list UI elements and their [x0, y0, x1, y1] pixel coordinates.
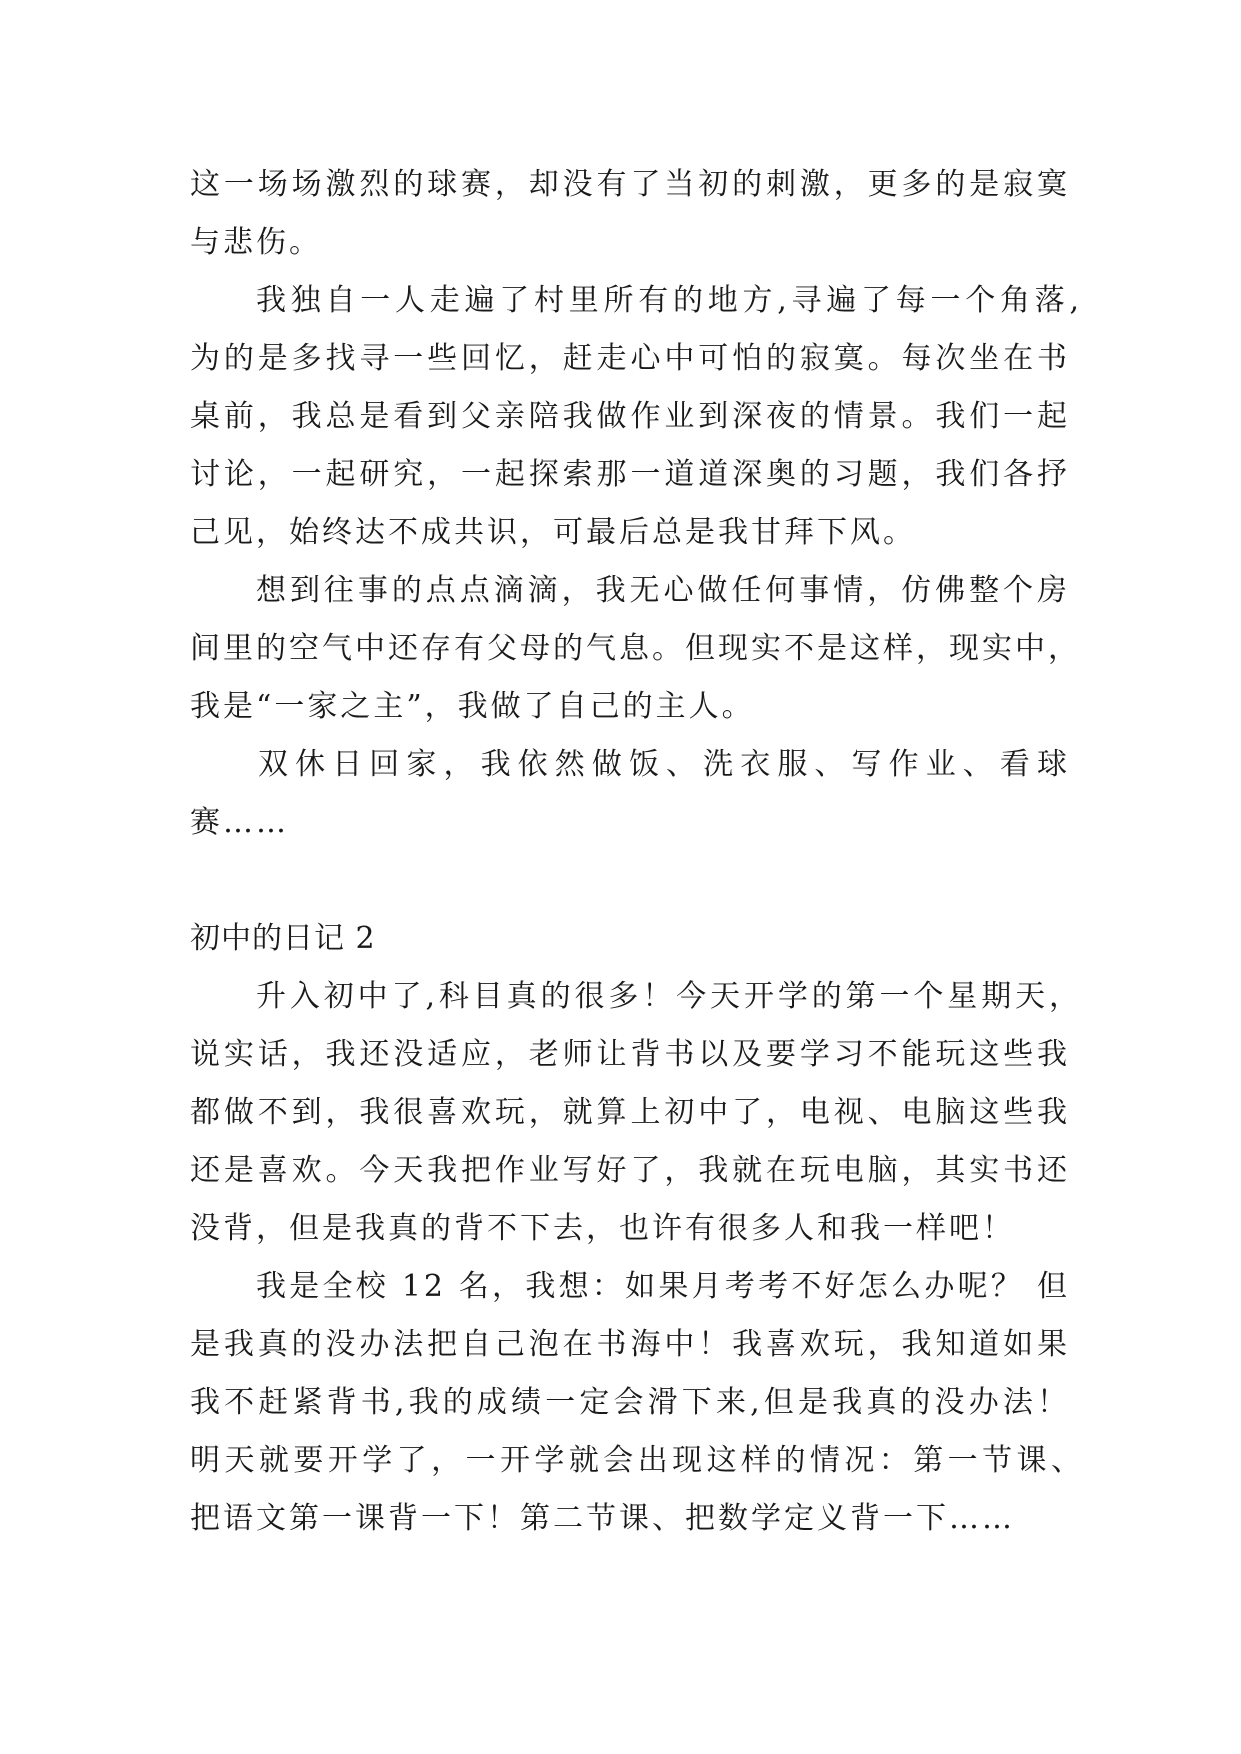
- text-line: 讨论，一起研究，一起探索那一道道深奥的习题，我们各抒: [190, 457, 1070, 492]
- text-line: 都做不到，我很喜欢玩，就算上初中了，电视、电脑这些我: [190, 1095, 1070, 1130]
- text-line: 双休日回家，我依然做饭、洗衣服、写作业、看球: [258, 747, 1070, 782]
- text-line: 这一场场激烈的球赛，却没有了当初的刺激，更多的是寂寞: [190, 167, 1070, 202]
- text-line: 还是喜欢。今天我把作业写好了，我就在玩电脑，其实书还: [190, 1153, 1070, 1188]
- text-line: 我不赶紧背书,我的成绩一定会滑下来,但是我真的没办法！: [190, 1385, 1070, 1420]
- text-line: 间里的空气中还存有父母的气息。但现实不是这样，现实中，: [190, 631, 1081, 666]
- text-line: 赛……: [190, 805, 289, 840]
- text-line: 没背，但是我真的背不下去，也许有很多人和我一样吧！: [190, 1211, 1015, 1246]
- text-line: 我独自一人走遍了村里所有的地方,寻遍了每一个角落,: [256, 283, 1082, 318]
- text-line: 说实话，我还没适应，老师让背书以及要学习不能玩这些我: [190, 1037, 1070, 1072]
- text-line: 桌前，我总是看到父亲陪我做作业到深夜的情景。我们一起: [190, 399, 1070, 434]
- text-line: 想到往事的点点滴滴，我无心做任何事情，仿佛整个房: [256, 573, 1070, 608]
- text-line: 明天就要开学了，一开学就会出现这样的情况：第一节课、: [190, 1443, 1084, 1478]
- text-line: 我是“一家之主”，我做了自己的主人。: [190, 689, 755, 724]
- text-line: 是我真的没办法把自己泡在书海中！我喜欢玩，我知道如果: [190, 1327, 1070, 1362]
- text-line: 我是全校 12 名，我想：如果月考考不好怎么办呢？ 但: [256, 1269, 1070, 1304]
- text-line: 把语文第一课背一下！第二节课、把数学定义背一下……: [190, 1501, 1015, 1536]
- text-line: 己见，始终达不成共识，可最后总是我甘拜下风。: [190, 515, 916, 550]
- text-line: 为的是多找寻一些回忆，赶走心中可怕的寂寞。每次坐在书: [190, 341, 1070, 376]
- text-line: 升入初中了,科目真的很多！今天开学的第一个星期天，: [256, 979, 1082, 1014]
- section-heading: 初中的日记 2: [190, 921, 376, 956]
- text-line: 与悲伤。: [190, 225, 322, 260]
